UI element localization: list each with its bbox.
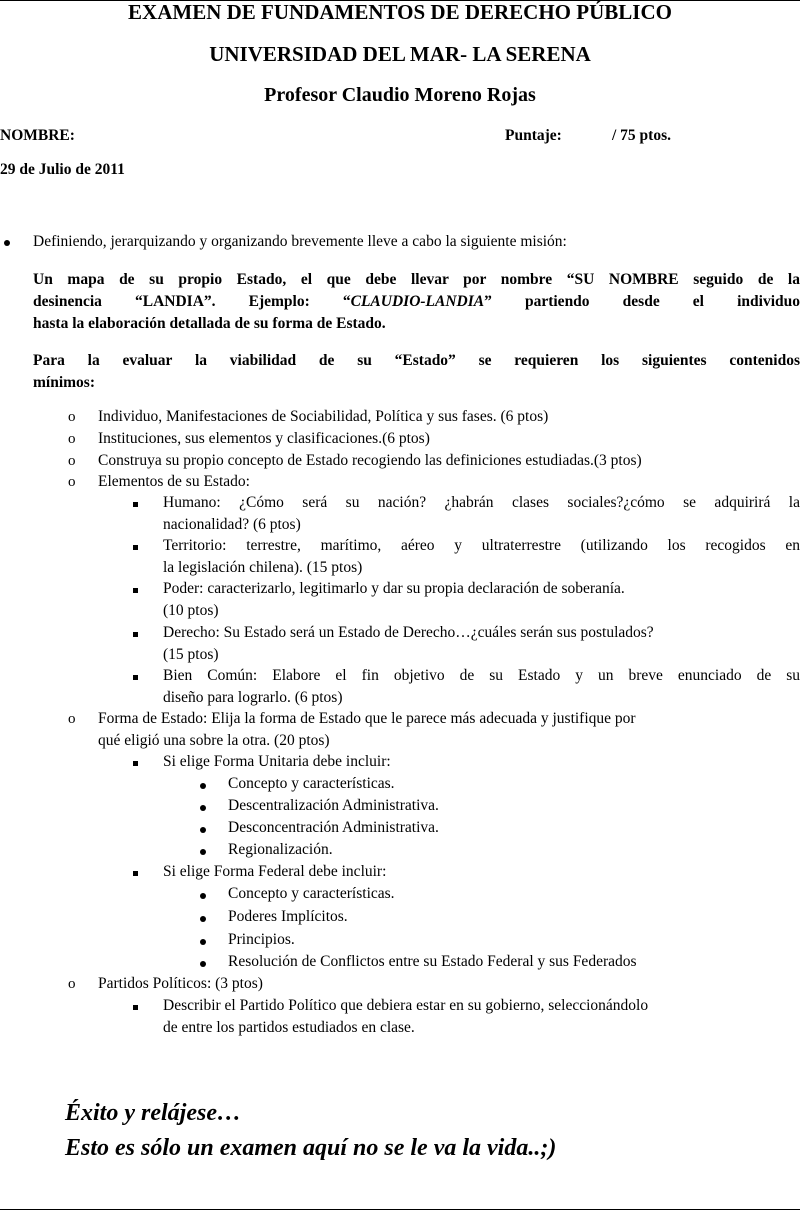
item-concepto: Construya su propio concepto de Estado recogiendo las definiciones estudiadas.(3 ptos) [98,452,642,469]
item-individuo: Individuo, Manifestaciones de Sociabilidad, Política y sus fases. (6 ptos) [98,408,549,425]
mission-line-3: hasta la elaboración detallada de su forma de Estado. [33,315,386,332]
bullet-icon [200,827,206,833]
federal-item: Principios. [228,931,295,948]
square-bullet-icon [133,545,138,550]
mission-line-2: desinencia “LANDIA”. Ejemplo: “CLAUDIO-LANDIA” partiendo desde el individuo [33,293,800,310]
square-bullet-icon [133,588,138,593]
item-partidos: Partidos Políticos: (3 ptos) [98,975,263,992]
elemento-derecho-2: (15 ptos) [163,646,219,663]
list-marker: o [68,711,76,727]
elemento-poder-2: (10 ptos) [163,602,219,619]
requirements-line-2: mínimos: [33,374,95,391]
exam-date: 29 de Julio de 2011 [0,161,125,178]
list-marker: o [68,474,76,490]
square-bullet-icon [133,632,138,637]
elemento-poder-1: Poder: caracterizarlo, legitimarlo y dar su propia declaración de soberanía. [163,580,625,597]
puntaje-label: Puntaje: [505,127,562,144]
item-forma-1: Forma de Estado: Elija la forma de Estado que le parece más adecuada y justifique por [98,710,636,727]
elemento-territorio-1: Territorio: terrestre, marítimo, aéreo y ultraterrestre (utilizando los recogidos en [163,537,800,554]
unitaria-item: Desconcentración Administrativa. [228,819,439,836]
university-title: UNIVERSIDAD DEL MAR- LA SERENA [209,42,591,66]
item-elementos: Elementos de su Estado: [98,473,250,490]
federal-label: Si elige Forma Federal debe incluir: [163,863,387,880]
bullet-icon [200,849,206,855]
unitaria-label: Si elige Forma Unitaria debe incluir: [163,753,391,770]
bullet-icon [200,805,206,811]
nombre-label: NOMBRE: [0,127,75,144]
bullet-icon [200,783,206,789]
list-marker: o [68,976,76,992]
partidos-sub-1: Describir el Partido Político que debiera estar en su gobierno, seleccionándolo [163,997,649,1014]
federal-item: Resolución de Conflictos entre su Estado Federal y sus Federados [228,953,637,970]
unitaria-item: Descentralización Administrativa. [228,797,439,814]
closing-line-1: Éxito y relájese… [65,1100,241,1126]
bullet-icon [200,893,206,899]
closing-line-2: Esto es sólo un examen aquí no se le va la vida..;) [65,1135,557,1161]
unitaria-item: Regionalización. [228,841,333,858]
list-marker: o [68,409,76,425]
square-bullet-icon [133,871,138,876]
bullet-icon [4,240,10,246]
bullet-icon [200,939,206,945]
list-marker: o [68,453,76,469]
elemento-bien-comun-1: Bien Común: Elabore el fin objetivo de su Estado y un breve enunciado de su [163,667,800,684]
list-marker: o [68,431,76,447]
elemento-territorio-2: la legislación chilena). (15 ptos) [163,559,363,576]
mission-line-1: Un mapa de su propio Estado, el que debe llevar por nombre “SU NOMBRE seguido de la [33,271,800,288]
puntaje-value: / 75 ptos. [612,127,671,144]
bullet-icon [200,961,206,967]
elemento-humano-1: Humano: ¿Cómo será su nación? ¿habrán clases sociales?¿cómo se adquirirá la [163,494,800,511]
requirements-line-1: Para la evaluar la viabilidad de su “Estado” se requieren los siguientes contenidos [33,352,800,369]
partidos-sub-2: de entre los partidos estudiados en clase. [163,1019,415,1036]
square-bullet-icon [133,502,138,507]
square-bullet-icon [133,675,138,680]
item-forma-2: qué eligió una sobre la otra. (20 ptos) [98,732,330,749]
professor-title: Profesor Claudio Moreno Rojas [264,84,536,106]
elemento-derecho-1: Derecho: Su Estado será un Estado de Derecho…¿cuáles serán sus postulados? [163,624,654,641]
item-instituciones: Instituciones, sus elementos y clasificaciones.(6 ptos) [98,430,430,447]
federal-item: Poderes Implícitos. [228,908,348,925]
elemento-humano-2: nacionalidad? (6 ptos) [163,516,301,533]
federal-item: Concepto y características. [228,885,395,902]
bullet-icon [200,916,206,922]
unitaria-item: Concepto y características. [228,775,395,792]
exam-title: EXAMEN DE FUNDAMENTOS DE DERECHO PÚBLICO [128,0,672,24]
square-bullet-icon [133,1005,138,1010]
elemento-bien-comun-2: diseño para lograrlo. (6 ptos) [163,689,343,706]
intro-text: Definiendo, jerarquizando y organizando brevemente lleve a cabo la siguiente misión: [33,233,567,250]
square-bullet-icon [133,761,138,766]
